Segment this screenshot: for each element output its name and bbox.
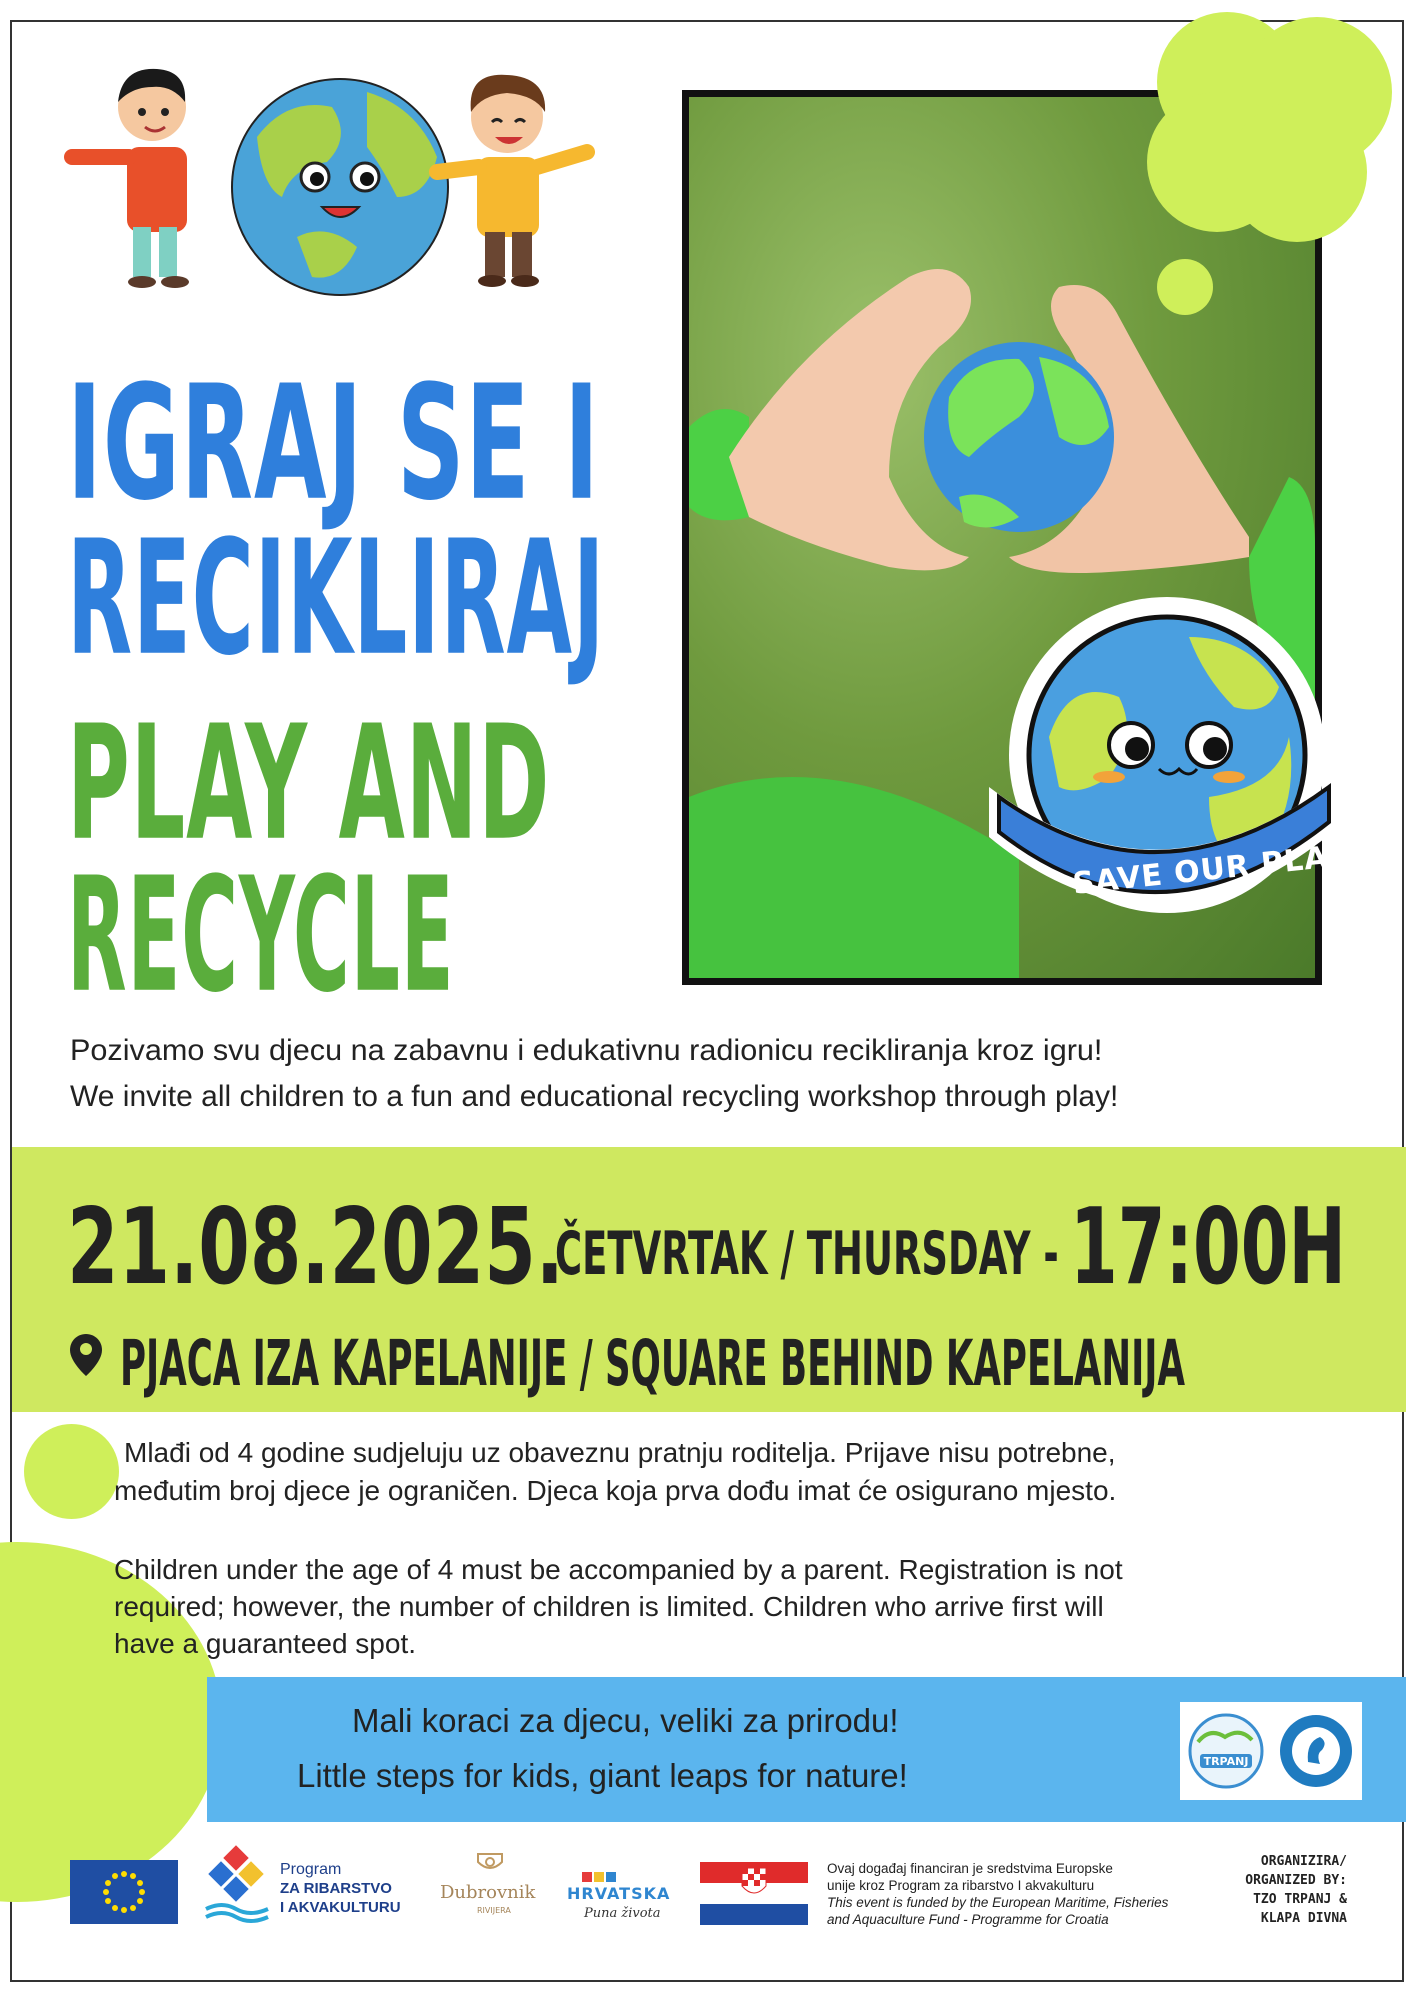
- fisheries-program-icon: [202, 1847, 272, 1922]
- program-label-line3: I AKVAKULTURU: [280, 1899, 401, 1916]
- organizer-text: [1227, 1852, 1347, 1928]
- slogan-hr: Mali koraci za djecu, veliki za prirodu!: [352, 1702, 899, 1739]
- title-en-line2: RECYCLE: [67, 844, 455, 1029]
- poster: [10, 20, 1404, 1982]
- organizer-line3: TZO TRPANJ &: [1253, 1892, 1347, 1907]
- info-en-line1: Children under the age of 4 must be accompanied by a parent. Registration is not: [114, 1554, 1123, 1585]
- organizer-line4: KLAPA DIVNA: [1260, 1911, 1347, 1926]
- trpanj-logo-text: TRPANJ: [1203, 1755, 1249, 1768]
- info-en-line3: have a guaranteed spot.: [114, 1628, 417, 1659]
- event-day: ČETVRTAK / THURSDAY -: [555, 1220, 1059, 1289]
- hrvatska-squares-icon: [582, 1870, 632, 1884]
- save-our-planet-label: SAVE OUR PLANET: [1071, 832, 1399, 902]
- program-label-line2: ZA RIBARSTVO: [280, 1880, 392, 1897]
- invite-hr: Pozivamo svu djecu na zabavnu i edukativnu radionicu recikliranja kroz igru!: [70, 1034, 1103, 1067]
- title-hr-line1: IGRAJ SE I: [67, 352, 600, 537]
- dubrovnik-sub: RIVIJERA: [477, 1906, 511, 1915]
- info-hr-line1: Mlađi od 4 godine sudjeluju uz obaveznu pratnju roditelja. Prijave nisu potrebne,: [124, 1437, 1116, 1468]
- location-pin-icon: [70, 1334, 102, 1376]
- dubrovnik-emblem-icon: [470, 1850, 510, 1880]
- title-hr-line2: RECIKLIRAJ: [67, 507, 606, 692]
- event-date: 21.08.2025.: [67, 1187, 564, 1309]
- funding-hr-line1: Ovaj događaj financiran je sredstvima Europske: [827, 1861, 1113, 1876]
- eu-flag: [70, 1860, 178, 1924]
- program-label-line1: Program: [280, 1861, 342, 1878]
- eu-stars-icon: [70, 1860, 178, 1924]
- funding-text: [827, 1860, 1168, 1928]
- title-en-line1: PLAY AND: [67, 692, 551, 877]
- kids-globe-illustration: [67, 47, 607, 307]
- program-label: [280, 1860, 401, 1917]
- organizer-logos: [1180, 1702, 1362, 1800]
- event-location: PJACA IZA KAPELANIJE / SQUARE BEHIND KAPELANIJA: [120, 1327, 1185, 1401]
- funding-en-line2: and Aquaculture Fund - Programme for Croatia: [827, 1912, 1109, 1927]
- trpanj-klapa-logos: [1180, 1702, 1362, 1800]
- invite-en: We invite all children to a fun and educational recycling workshop through play!: [70, 1080, 1119, 1113]
- hrvatska-sub: Puna života: [584, 1906, 661, 1921]
- organizer-line1: ORGANIZIRA/: [1260, 1854, 1347, 1869]
- funding-hr-line2: unije kroz Program za ribarstvo I akvakulturu: [827, 1878, 1095, 1893]
- organizer-line2: ORGANIZED BY:: [1245, 1873, 1347, 1888]
- croatian-coat-of-arms-icon: [742, 1868, 766, 1898]
- info-en-line2: required; however, the number of children is limited. Children who arrive first will: [114, 1591, 1104, 1622]
- event-time: 17:00H: [1070, 1187, 1346, 1309]
- funding-en-line1: This event is funded by the European Maritime, Fisheries: [827, 1895, 1169, 1910]
- dubrovnik-logo: Dubrovnik: [440, 1882, 536, 1903]
- info-hr-line2: međutim broj djece je ograničen. Djeca koja prva dođu imat će osigurano mjesto.: [114, 1475, 1117, 1506]
- circle-decoration-small: [24, 1424, 119, 1519]
- bubble-decoration: [1097, 22, 1417, 322]
- croatian-flag: [700, 1862, 808, 1925]
- slogan-en: Little steps for kids, giant leaps for nature!: [297, 1757, 908, 1794]
- hrvatska-logo: HRVATSKA: [567, 1884, 671, 1903]
